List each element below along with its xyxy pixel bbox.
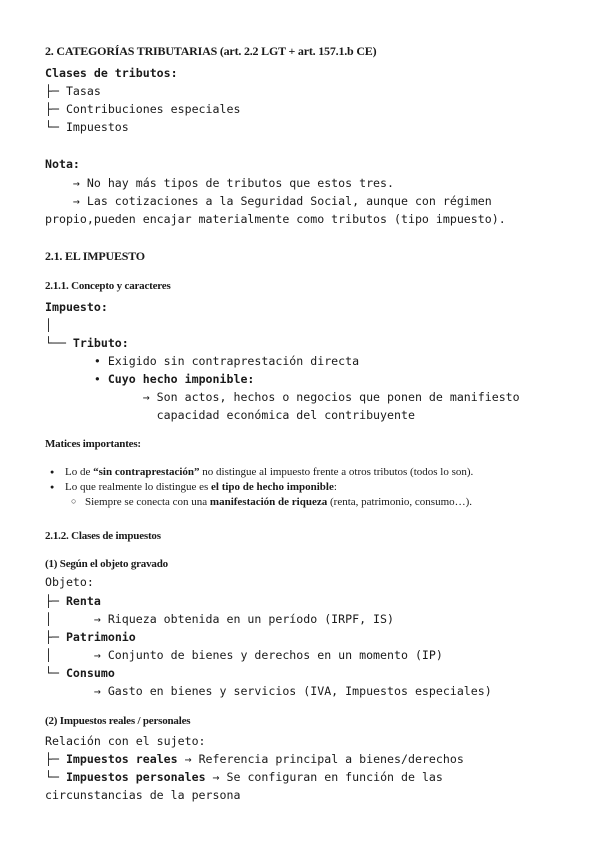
list-item bbox=[45, 495, 473, 510]
personales-label: Impuestos personales bbox=[65, 770, 206, 784]
tree-row-personales bbox=[45, 770, 443, 784]
tree-arrow-line: → Son actos, hechos o negocios que ponen de manifiesto bbox=[45, 390, 520, 404]
tree-branch: └─ bbox=[45, 770, 66, 784]
subheading-reales: (2) Impuestos reales / personales bbox=[45, 715, 191, 727]
section-heading: 2. CATEGORÍAS TRIBUTARIAS (art. 2.2 LGT + art. 157.1.b CE) bbox=[45, 44, 377, 58]
tree-branch: ├─ bbox=[45, 630, 66, 644]
tree-row-consumo bbox=[45, 666, 115, 680]
renta-desc: │ → Riqueza obtenida en un período (IRPF, IS) bbox=[45, 612, 395, 626]
personales-desc-cont: circunstancias de la persona bbox=[45, 788, 241, 802]
nota-line: propio,pueden encajar materialmente como tributos (tipo impuesto). bbox=[45, 212, 506, 226]
bullet-prefix: • bbox=[45, 372, 108, 386]
tree-pipe: │ bbox=[45, 318, 52, 332]
impuesto-heading: 2.1. EL IMPUESTO bbox=[45, 249, 145, 263]
consumo-desc: → Gasto en bienes y servicios (IVA, Impuestos especiales) bbox=[45, 684, 492, 698]
nota-line: → Las cotizaciones a la Seguridad Social, aunque con régimen bbox=[45, 194, 492, 208]
tree-arrow-line: capacidad económica del contribuyente bbox=[45, 408, 415, 422]
list-item: └─ Impuestos bbox=[45, 120, 129, 134]
consumo-label: Consumo bbox=[65, 666, 115, 680]
tree-dot-line: • Exigido sin contraprestación directa bbox=[45, 354, 360, 368]
text: Lo de bbox=[65, 466, 94, 478]
tree-branch: ├─ bbox=[45, 594, 66, 608]
tree-branch: └─ bbox=[45, 666, 66, 680]
renta-label: Renta bbox=[65, 594, 101, 608]
reales-desc: → Referencia principal a bienes/derechos bbox=[177, 752, 464, 766]
tree-tributo-row bbox=[45, 336, 129, 350]
subheading-concepto: 2.1.1. Concepto y caracteres bbox=[45, 280, 171, 292]
subheading-objeto: (1) Según el objeto gravado bbox=[45, 558, 168, 570]
nota-title: Nota: bbox=[45, 157, 80, 171]
matices-heading: Matices importantes: bbox=[45, 438, 141, 450]
clases-heading: 2.1.2. Clases de impuestos bbox=[45, 530, 161, 542]
bold-text: “sin contraprestación” bbox=[93, 466, 200, 478]
tree-branch: └── bbox=[45, 336, 73, 350]
matices-list bbox=[45, 465, 473, 510]
hecho-imponible-label: Cuyo hecho imponible: bbox=[107, 372, 255, 386]
reales-label: Impuestos reales bbox=[65, 752, 178, 766]
text: Lo que realmente lo distingue es bbox=[65, 481, 212, 493]
list-item bbox=[45, 480, 473, 495]
text: : bbox=[333, 481, 337, 493]
tree-row-patrimonio bbox=[45, 630, 136, 644]
tree-tributo: Tributo: bbox=[72, 336, 129, 350]
nota-line: → No hay más tipos de tributos que estos tres. bbox=[45, 176, 395, 190]
list-item bbox=[45, 465, 473, 480]
bold-text: el tipo de hecho imponible bbox=[211, 481, 334, 493]
tree-branch: ├─ bbox=[45, 752, 66, 766]
tree-title: Impuesto: bbox=[45, 300, 108, 314]
text: (renta, patrimonio, consumo…). bbox=[327, 496, 473, 508]
personales-desc: → Se configuran en función de las bbox=[205, 770, 443, 784]
tree-row-reales bbox=[45, 752, 464, 766]
list-item: ├─ Contribuciones especiales bbox=[45, 102, 241, 116]
bold-text: manifestación de riqueza bbox=[209, 496, 328, 508]
relacion-title: Relación con el sujeto: bbox=[45, 734, 206, 748]
objeto-title: Objeto: bbox=[45, 575, 94, 589]
list-item: ├─ Tasas bbox=[45, 84, 101, 98]
clases-title: Clases de tributos: bbox=[45, 66, 178, 80]
tree-row-renta bbox=[45, 594, 101, 608]
patrimonio-label: Patrimonio bbox=[65, 630, 136, 644]
tree-dot-line bbox=[45, 372, 254, 386]
patrimonio-desc: │ → Conjunto de bienes y derechos en un momento (IP) bbox=[45, 648, 443, 662]
text: Siempre se conecta con una bbox=[85, 496, 210, 508]
text: no distingue al impuesto frente a otros tributos (todos lo son). bbox=[199, 466, 474, 478]
